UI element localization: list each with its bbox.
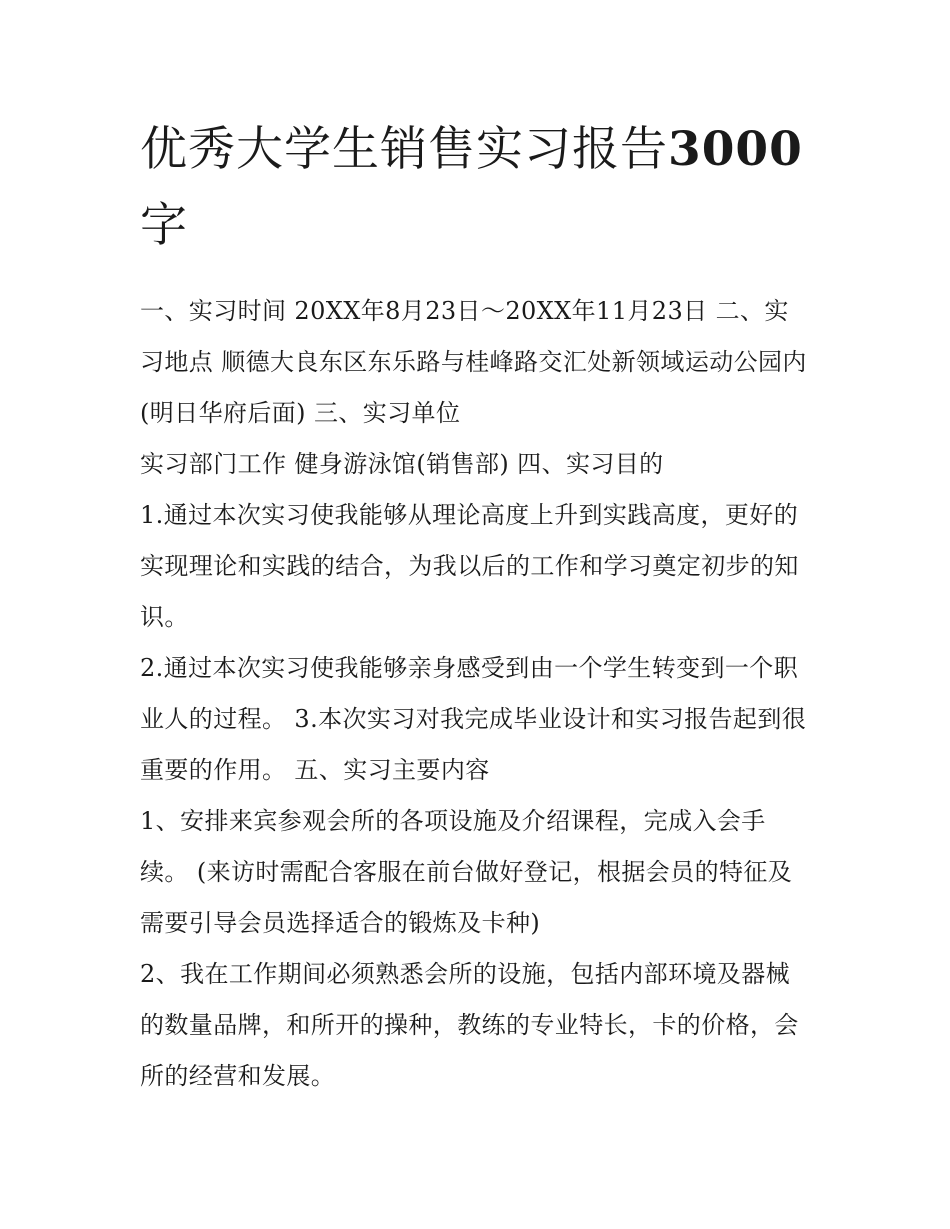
document-body xyxy=(140,286,812,1102)
paragraph-schedule-location: 一、实习时间 20XX年8月23日～20XX年11月23日 二、实习地点 顺德大良东区东乐路与桂峰路交汇处新领域运动公园内(明日华府后面) 三、实习单位 xyxy=(140,297,807,427)
document-title xyxy=(140,112,812,264)
paragraph-department: 实习部门工作 健身游泳馆(销售部) 四、实习目的 xyxy=(140,450,664,478)
paragraph-purpose-2-3: 2.通过本次实习使我能够亲身感受到由一个学生转变到一个职业人的过程。 3.本次实习对我完成毕业设计和实习报告起到很重要的作用。 五、实习主要内容 xyxy=(140,654,807,784)
title-suffix: 字 xyxy=(140,198,188,253)
paragraph-purpose-1: 1.通过本次实习使我能够从理论高度上升到实践高度，更好的实现理论和实践的结合，为我以后的工作和学习奠定初步的知识。 xyxy=(140,501,799,631)
title-text: 优秀大学生销售实习报告 xyxy=(140,122,668,177)
title-number: 3000 xyxy=(668,122,803,177)
paragraph-content-1: 1、安排来宾参观会所的各项设施及介绍课程，完成入会手续。 (来访时需配合客服在前台做好登记，根据会员的特征及需要引导会员选择适合的锻炼及卡种) xyxy=(140,807,793,937)
document-page xyxy=(140,112,812,1102)
paragraph-content-2: 2、我在工作期间必须熟悉会所的设施，包括内部环境及器械的数量品牌，和所开的操种，教练的专业特长，卡的价格，会所的经营和发展。 xyxy=(140,960,799,1090)
